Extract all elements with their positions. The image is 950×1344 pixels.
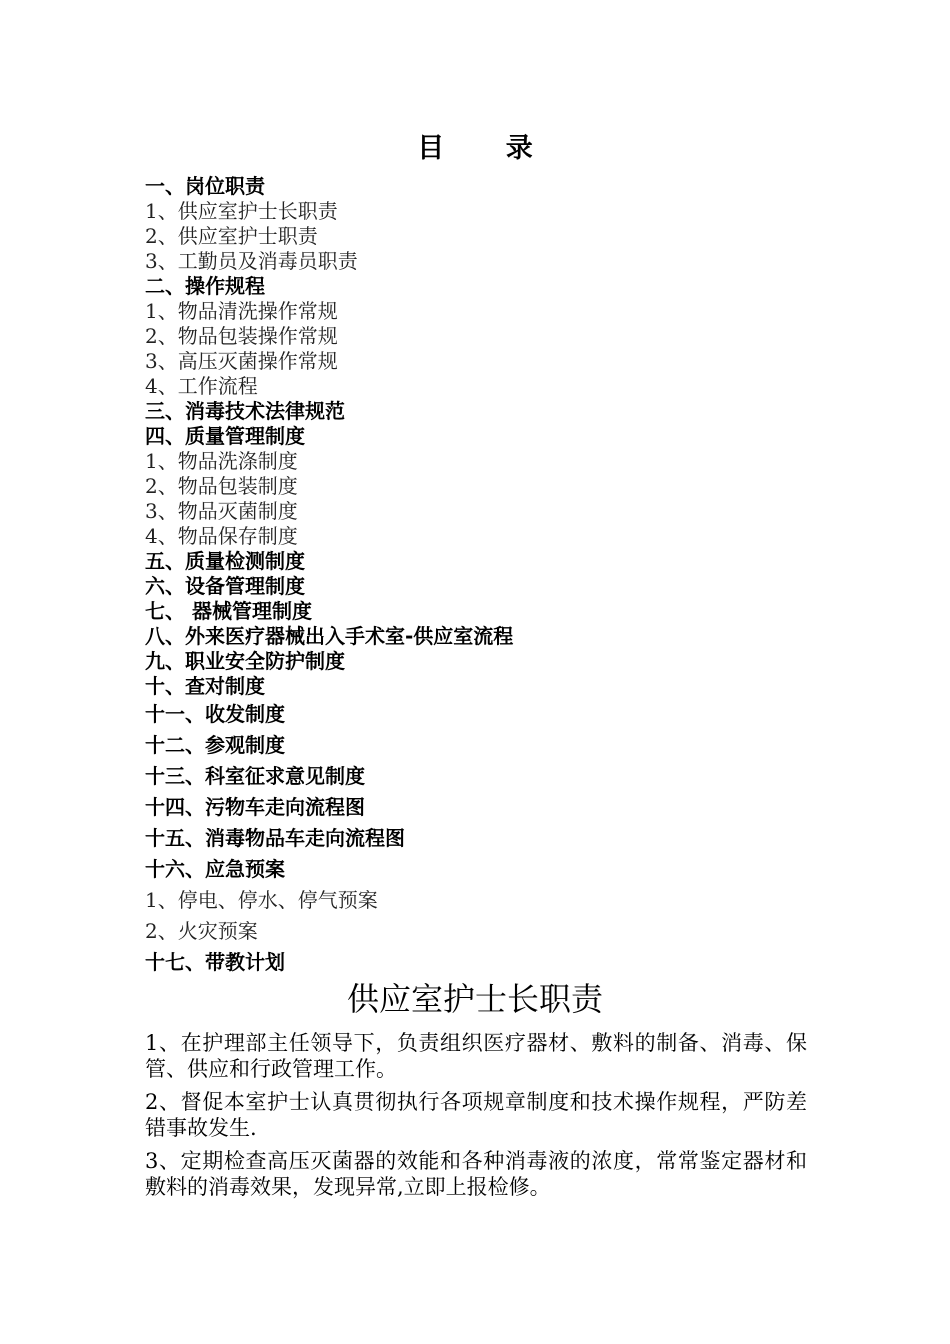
toc-heading: 七、 器械管理制度 <box>145 599 312 623</box>
toc-heading: 十七、带教计划 <box>145 950 285 974</box>
table-of-contents <box>145 174 825 978</box>
toc-heading: 十三、科室征求意见制度 <box>145 764 365 788</box>
toc-subitem: 3、工勤员及消毒员职责 <box>145 249 358 273</box>
toc-subitem: 3、物品灭菌制度 <box>145 499 298 523</box>
toc-heading: 一、岗位职责 <box>145 174 265 198</box>
toc-heading: 十六、应急预案 <box>145 857 285 881</box>
toc-subitem: 2、物品包装制度 <box>145 474 298 498</box>
toc-heading: 十一、收发制度 <box>145 702 285 726</box>
toc-subitem: 4、工作流程 <box>145 374 258 398</box>
toc-subitem: 1、供应室护士长职责 <box>145 199 338 223</box>
section-body <box>145 1030 807 1207</box>
toc-heading: 九、职业安全防护制度 <box>145 649 345 673</box>
duty-paragraph: 2、督促本室护士认真贯彻执行各项规章制度和技术操作规程，严防差错事故发生. <box>145 1090 807 1140</box>
toc-subitem: 2、供应室护士职责 <box>145 224 318 248</box>
toc-subitem: 3、高压灭菌操作常规 <box>145 349 338 373</box>
section-title: 供应室护士长职责 <box>346 980 603 1018</box>
toc-heading: 十五、消毒物品车走向流程图 <box>145 826 405 850</box>
toc-subitem: 2、火灾预案 <box>145 919 258 943</box>
toc-heading: 三、消毒技术法律规范 <box>145 399 345 423</box>
toc-heading: 四、质量管理制度 <box>145 424 305 448</box>
toc-title: 目 录 <box>417 133 559 164</box>
duty-paragraph: 3、定期检查高压灭菌器的效能和各种消毒液的浓度，常常鉴定器材和敷料的消毒效果，发现异常,立即上报检修。 <box>145 1149 807 1199</box>
toc-heading: 五、质量检测制度 <box>145 549 305 573</box>
toc-heading: 六、设备管理制度 <box>145 574 305 598</box>
toc-heading: 二、操作规程 <box>145 274 265 298</box>
toc-heading: 十二、参观制度 <box>145 733 285 757</box>
duty-paragraph: 1、在护理部主任领导下，负责组织医疗器材、敷料的制备、消毒、保管、供应和行政管理工作。 <box>145 1031 807 1081</box>
toc-subitem: 1、物品洗涤制度 <box>145 449 298 473</box>
toc-subitem: 2、物品包装操作常规 <box>145 324 338 348</box>
toc-subitem: 1、停电、停水、停气预案 <box>145 888 378 912</box>
toc-heading: 十四、污物车走向流程图 <box>145 795 365 819</box>
toc-subitem: 1、物品清洗操作常规 <box>145 299 338 323</box>
toc-subitem: 4、物品保存制度 <box>145 524 298 548</box>
toc-heading: 十、查对制度 <box>145 674 265 698</box>
toc-heading: 八、外来医疗器械出入手术室-供应室流程 <box>145 624 514 648</box>
